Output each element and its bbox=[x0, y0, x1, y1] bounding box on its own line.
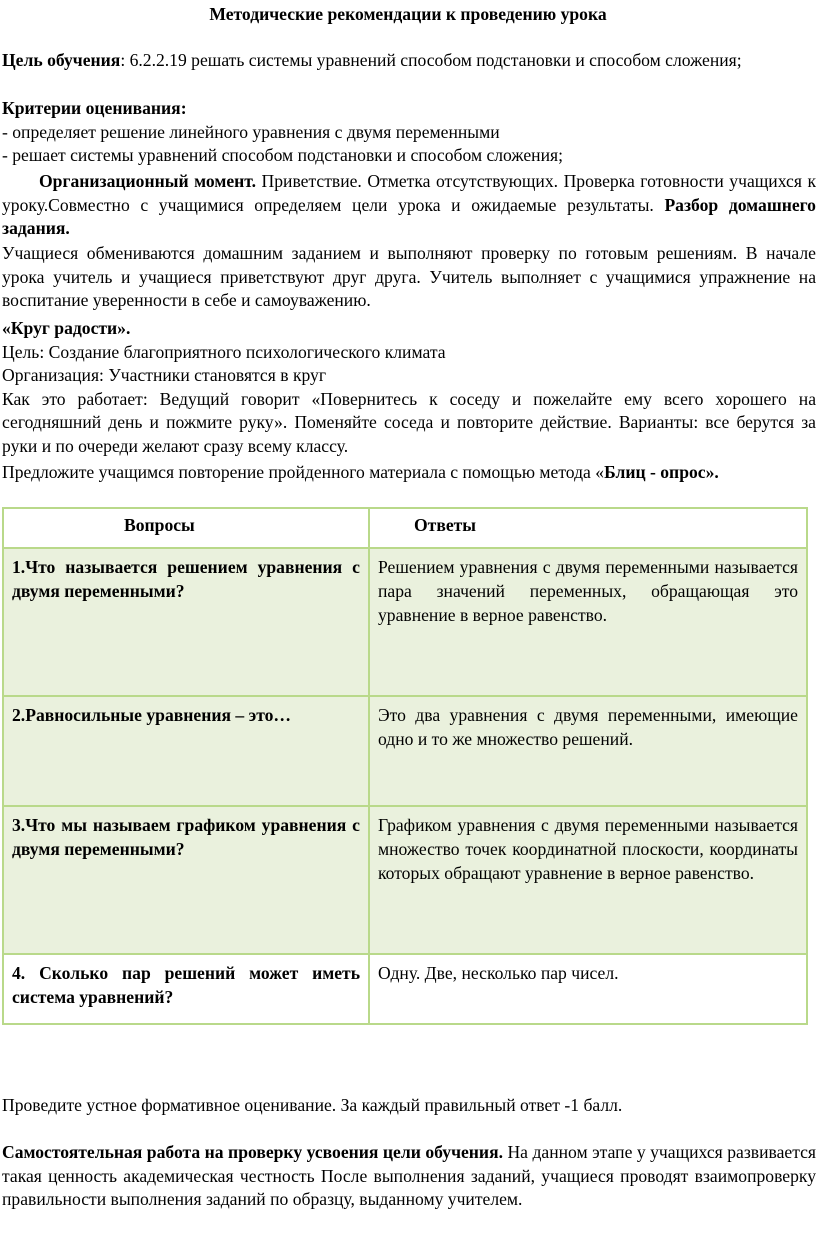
table-header-row bbox=[3, 508, 807, 548]
org-text: Приветствие. Отметка отсутствующих. Проверка готовности учащихся к уроку.Совместно с учащимися определяем цели урока и ожидаемые результаты. bbox=[2, 171, 816, 215]
qa-table bbox=[2, 507, 808, 1025]
table-row bbox=[3, 806, 807, 954]
circle-label: «Круг радости». bbox=[2, 318, 131, 338]
independent-label: Самостоятельная работа на проверку усвоения цели обучения. bbox=[2, 1142, 503, 1162]
question-cell: 2.Равносильные уравнения – это… bbox=[3, 696, 369, 806]
answer-cell: Одну. Две, несколько пар чисел. bbox=[369, 954, 807, 1024]
blitz-label: Блиц - опрос». bbox=[604, 462, 719, 482]
page-title: Методические рекомендации к проведению урока bbox=[209, 4, 607, 24]
independent-paragraph bbox=[2, 1141, 816, 1212]
homework-paragraph bbox=[2, 242, 816, 313]
blitz-text: Предложите учащимся повторение пройденного материала с помощью метода « bbox=[2, 462, 605, 482]
assessment-paragraph bbox=[2, 1094, 816, 1118]
question-cell: 4. Сколько пар решений может иметь система уравнений? bbox=[3, 954, 369, 1024]
goal-label: Цель обучения bbox=[2, 50, 121, 70]
circle-section bbox=[2, 317, 816, 459]
goal-text: : 6.2.2.19 решать системы уравнений способом подстановки и способом сложения; bbox=[120, 50, 742, 70]
table-row bbox=[3, 548, 807, 696]
independent-text: На данном этапе у учащихся развивается такая ценность академическая честность После выполнения заданий, учащиеся проводят взаимопроверку правильности выполнения заданий по образцу, выданному учителем. bbox=[2, 1142, 816, 1210]
circle-organization: Организация: Участники становятся в круг bbox=[2, 365, 327, 386]
criteria-label: Критерии оценивания: bbox=[2, 98, 187, 118]
table-row bbox=[3, 954, 807, 1024]
criteria-item: - определяет решение линейного уравнения с двумя переменными bbox=[2, 121, 500, 142]
blitz-paragraph bbox=[2, 461, 816, 485]
header-questions: Вопросы bbox=[3, 508, 369, 548]
criteria-item: - решает системы уравнений способом подстановки и способом сложения; bbox=[2, 145, 563, 166]
org-paragraph bbox=[2, 170, 816, 241]
goal-paragraph bbox=[2, 49, 816, 73]
table-row bbox=[3, 696, 807, 806]
org-label: Организационный момент. bbox=[39, 171, 257, 191]
question-cell: 3.Что мы называем графиком уравнения с двумя переменными? bbox=[3, 806, 369, 954]
question-cell: 1.Что называется решением уравнения с двумя переменными? bbox=[3, 548, 369, 696]
answer-cell: Решением уравнения с двумя переменными называется пара значений переменных, обращающая это уравнение в верное равенство. bbox=[369, 548, 807, 696]
answer-cell: Это два уравнения с двумя переменными, имеющие одно и то же множество решений. bbox=[369, 696, 807, 806]
circle-how: Как это работает: Ведущий говорит «Повернитесь к соседу и пожелайте ему всего хорошего на сегодняшний день и пожмите руку». Поменяйте соседа и повторите действие. Варианты: все берутся за руки и по очереди желают сразу всему классу. bbox=[2, 388, 816, 456]
criteria-section bbox=[2, 97, 816, 168]
homework-text: Учащиеся обмениваются домашним заданием и выполняют проверку по готовым решениям. В начале урока учитель и учащиеся приветствуют друг друга. Учитель выполняет с учащимися упражнение на воспитание уверенности в себе и самоуважению. bbox=[2, 243, 816, 311]
circle-goal: Цель: Создание благоприятного психологического климата bbox=[2, 341, 446, 362]
answer-cell: Графиком уравнения с двумя переменными называется множество точек координатной плоскости, координаты которых обращают уравнение в верное равенство. bbox=[369, 806, 807, 954]
assessment-text: Проведите устное формативное оценивание. За каждый правильный ответ -1 балл. bbox=[2, 1095, 623, 1115]
header-answers: Ответы bbox=[369, 508, 807, 548]
homework-label: Разбор домашнего задания. bbox=[2, 194, 816, 239]
